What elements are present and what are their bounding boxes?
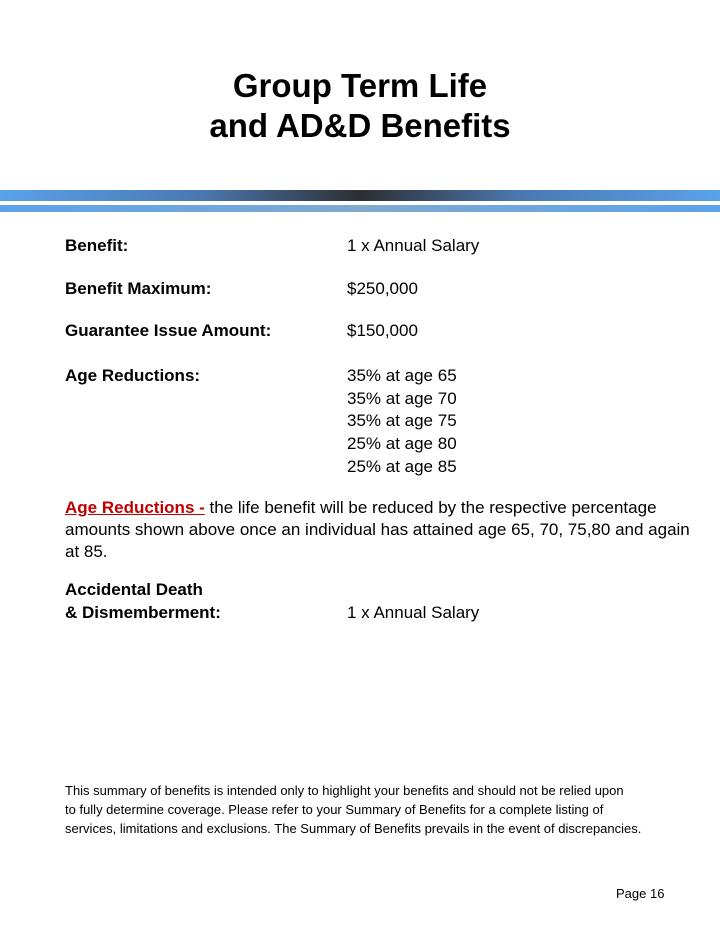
benefit-value: 1 x Annual Salary — [347, 236, 480, 255]
guarantee-issue-label: Guarantee Issue Amount: — [65, 321, 272, 340]
age-reduction-value: 35% at age 75 — [347, 411, 457, 430]
title-line-2: and AD&D Benefits — [209, 107, 511, 144]
title-line-1: Group Term Life — [232, 67, 488, 104]
disclaimer-line: to fully determine coverage. Please refer to your Summary of Benefits for a complete listing of — [65, 802, 604, 817]
age-reduction-value: 25% at age 80 — [347, 434, 457, 453]
age-reduction-value: 25% at age 85 — [347, 457, 457, 476]
disclaimer-line: This summary of benefits is intended only to highlight your benefits and should not be relied upon — [65, 783, 624, 798]
page-title — [0, 66, 720, 146]
add-label-line-1: Accidental Death — [65, 580, 203, 599]
disclaimer — [65, 781, 705, 838]
benefit-label: Benefit: — [65, 236, 129, 255]
age-reductions-note — [65, 497, 695, 563]
disclaimer-line: services, limitations and exclusions. The Summary of Benefits prevails in the event of discrepancies. — [65, 821, 642, 836]
add-value: 1 x Annual Salary — [347, 603, 480, 622]
divider-bar — [0, 190, 720, 201]
page-number: Page 16 — [616, 886, 665, 901]
note-text: the life benefit will be reduced by the respective percentage amounts shown above once an individual has attained age 65, 70, 75,80 and again at 85. — [65, 498, 690, 561]
add-label-line-2: & Dismemberment: — [65, 603, 221, 622]
guarantee-issue-value: $150,000 — [347, 321, 418, 340]
benefit-maximum-value: $250,000 — [347, 279, 418, 298]
note-heading: Age Reductions - — [65, 498, 205, 517]
divider-bar-thin — [0, 205, 720, 212]
benefit-maximum-label: Benefit Maximum: — [65, 279, 212, 298]
age-reduction-value: 35% at age 70 — [347, 389, 457, 408]
age-reduction-value: 35% at age 65 — [347, 366, 457, 385]
age-reductions-label: Age Reductions: — [65, 366, 201, 385]
